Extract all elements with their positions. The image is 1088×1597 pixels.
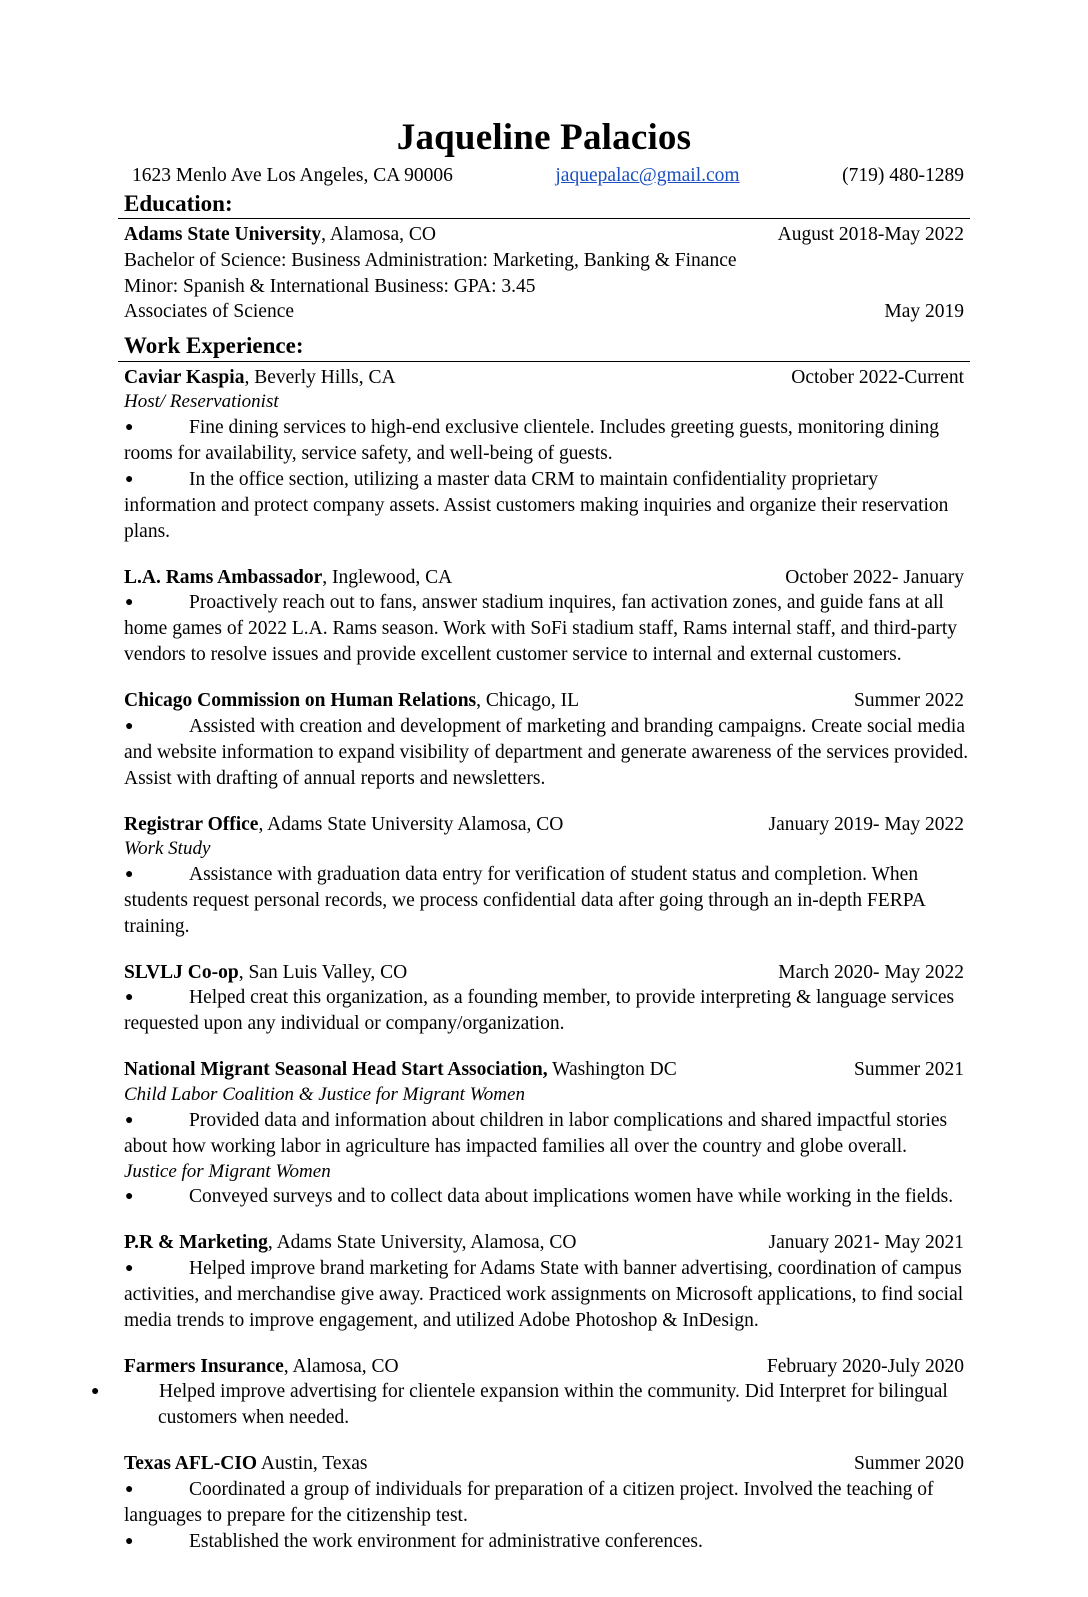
experience-org: Caviar Kaspia: [124, 366, 245, 388]
experience-location: , Adams State University Alamosa, CO: [258, 813, 564, 835]
experience-org: National Migrant Seasonal Head Start Association,: [124, 1059, 548, 1081]
education-date: August 2018-May 2022: [777, 224, 964, 246]
education-location: , Alamosa, CO: [321, 224, 436, 246]
education-degree-line: Bachelor of Science: Business Administration: Marketing, Banking & Finance: [124, 249, 737, 271]
bullet-icon: [124, 1529, 189, 1555]
list-item: [118, 590, 970, 668]
contact-phone: (719) 480-1289: [842, 164, 964, 186]
section-title-work-experience: Work Experience:: [124, 333, 304, 359]
experience-org: Farmers Insurance: [124, 1355, 284, 1377]
list-item: [118, 415, 970, 467]
experience-subtitle: Child Labor Coalition & Justice for Migrant Women: [124, 1084, 525, 1106]
education-org: Adams State University: [124, 224, 322, 246]
experience-entry: [118, 1057, 970, 1210]
experience-bullets: [118, 862, 970, 940]
experience-entry: [118, 365, 970, 545]
experience-date: October 2022- January: [785, 566, 964, 588]
experience-org: Chicago Commission on Human Relations: [124, 690, 477, 712]
experience-bullets: [118, 1477, 970, 1555]
experience-bullets: [118, 714, 970, 792]
bullet-text: Helped improve brand marketing for Adams State with banner advertising, coordination of campus activities, and merchandise give away. Practiced work assignments on Microsoft applications, to find social media trends to improve engagement, and utilized Adobe Photoshop & InDesign.: [124, 1257, 964, 1331]
list-item: [118, 1529, 970, 1555]
education-minor-line: Minor: Spanish & International Business: GPA: 3.45: [124, 275, 536, 297]
divider: [118, 361, 970, 362]
education-second-degree: Associates of Science: [124, 301, 295, 323]
experience-date: Summer 2021: [854, 1059, 964, 1081]
experience-bullets: [118, 590, 970, 668]
list-item: [118, 985, 970, 1037]
bullet-text: Fine dining services to high-end exclusive clientele. Includes greeting guests, monitoring dining rooms for availability, service safety, and well-being of guests.: [124, 416, 940, 464]
contact-row: [118, 165, 970, 187]
bullet-text: In the office section, utilizing a master data CRM to maintain confidentiality proprietary information and protect company assets. Assist customers making inquiries and organize their reservation plans.: [124, 468, 949, 542]
list-item: [118, 714, 970, 792]
bullet-text: Helped improve advertising for clientele expansion within the community. Did Interpret for bilingual customers when needed.: [158, 1381, 948, 1429]
list-item: [118, 1184, 970, 1210]
experience-location: , Alamosa, CO: [283, 1355, 399, 1377]
experience-org: Registrar Office: [124, 813, 259, 835]
experience-org: L.A. Rams Ambassador: [124, 566, 323, 588]
experience-org: Texas AFL-CIO: [124, 1453, 258, 1475]
experience-org: SLVLJ Co-op: [124, 961, 239, 983]
experience-subtitle: Host/ Reservationist: [124, 391, 279, 413]
experience-bullets: [118, 1108, 970, 1160]
bullet-icon: [124, 714, 189, 740]
experience-location: , Chicago, IL: [476, 690, 580, 712]
experience-bullets: [118, 985, 970, 1037]
experience-location: , San Luis Valley, CO: [238, 961, 408, 983]
experience-date: January 2019- May 2022: [768, 813, 964, 835]
list-item: [118, 1379, 970, 1431]
bullet-text: Helped creat this organization, as a founding member, to provide interpreting & language services requested upon any individual or company/organization.: [124, 987, 955, 1035]
education-second-degree-row: [118, 299, 970, 325]
divider: [118, 218, 970, 219]
experience-entry: [118, 812, 970, 940]
list-item: [118, 467, 970, 545]
bullet-icon: [124, 415, 189, 441]
bullet-text: Proactively reach out to fans, answer stadium inquires, fan activation zones, and guide fans at all home games of 2022 L.A. Rams season. Work with SoFi stadium staff, Rams internal staff, and third-party vendors to resolve issues and provide excellent customer service to internal and external customers.: [124, 592, 958, 666]
page-title: Jaqueline Palacios: [396, 117, 692, 158]
experience-subtitle: Work Study: [124, 838, 211, 860]
experience-date: February 2020-July 2020: [766, 1355, 964, 1377]
experience-bullets: [118, 415, 970, 545]
bullet-text: Provided data and information about children in labor complications and shared impactful stories about how working labor in agriculture has impacted families all over the country and globe overall.: [124, 1109, 948, 1157]
experience-location: , Adams State University, Alamosa, CO: [267, 1232, 577, 1254]
experience-org: P.R & Marketing: [124, 1232, 268, 1254]
experience-date: March 2020- May 2022: [778, 961, 964, 983]
bullet-text: Established the work environment for administrative conferences.: [189, 1530, 703, 1552]
list-item: [118, 1256, 970, 1334]
bullet-icon: [124, 1256, 189, 1282]
contact-address: 1623 Menlo Ave Los Angeles, CA 90006: [132, 164, 453, 186]
experience-bullets: [118, 1256, 970, 1334]
experience-entry: [118, 1451, 970, 1555]
experience-location: Washington DC: [547, 1059, 677, 1081]
bullet-text: Conveyed surveys and to collect data about implications women have while working in the fields.: [189, 1186, 954, 1208]
experience-bullets: [118, 1379, 970, 1431]
bullet-icon: [124, 1477, 189, 1503]
bullet-text: Assisted with creation and development of marketing and branding campaigns. Create social media and website information to expand visibility of department and generate awareness of the services provided. Assist with drafting of annual reports and newsletters.: [124, 715, 969, 789]
bullet-icon: [124, 1184, 189, 1210]
experience-date: October 2022-Current: [791, 366, 964, 388]
bullet-icon: [124, 590, 189, 616]
bullet-icon: [124, 862, 189, 888]
contact-email-link[interactable]: jaquepalac@gmail.com: [555, 164, 740, 186]
experience-location: Austin, Texas: [257, 1453, 368, 1475]
experience-date: January 2021- May 2021: [768, 1232, 964, 1254]
experience-entry: [118, 960, 970, 1038]
experience-entry: [118, 688, 970, 792]
bullet-icon: [124, 1108, 189, 1134]
bullet-icon: [124, 467, 189, 493]
experience-date: Summer 2020: [854, 1453, 964, 1475]
experience-entry: [118, 1230, 970, 1334]
bullet-text: Coordinated a group of individuals for preparation of a citizen project. Involved the teaching of languages to prepare for the citizenship test.: [124, 1478, 934, 1526]
list-item: [118, 1477, 970, 1529]
experience-entry: [118, 565, 970, 669]
experience-entry: [118, 1354, 970, 1432]
education-second-degree-date: May 2019: [884, 301, 964, 323]
experience-subtitle-secondary: Justice for Migrant Women: [124, 1160, 331, 1182]
list-item: [118, 1108, 970, 1160]
bullet-icon: [124, 985, 189, 1011]
section-title-education: Education:: [124, 190, 233, 216]
experience-date: Summer 2022: [854, 690, 964, 712]
bullet-icon: [124, 1379, 159, 1405]
education-entry: [118, 222, 970, 325]
experience-location: , Beverly Hills, CA: [244, 366, 396, 388]
list-item: [118, 862, 970, 940]
experience-location: , Inglewood, CA: [322, 566, 453, 588]
bullet-text: Assistance with graduation data entry for verification of student status and completion. When students request personal records, we process confidential data after going through an in-depth FERPA training.: [124, 863, 925, 937]
experience-bullets-secondary: [118, 1184, 970, 1210]
